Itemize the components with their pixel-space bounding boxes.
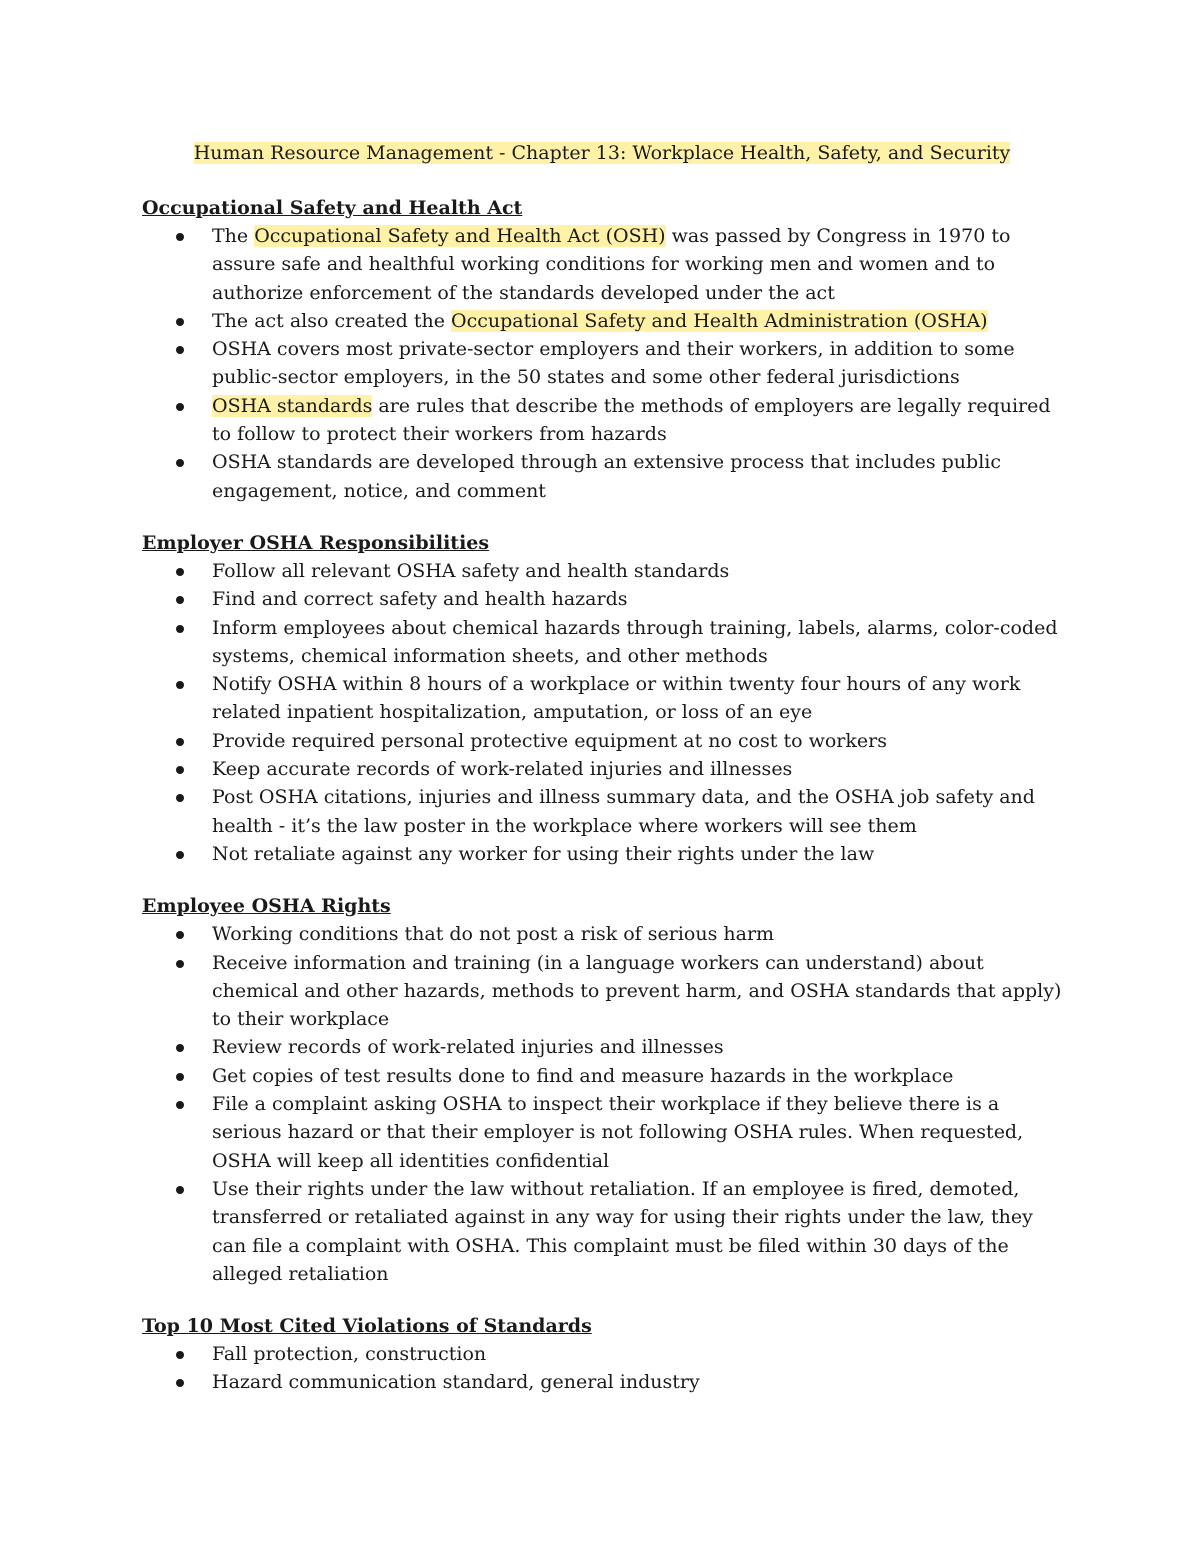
bullet-icon	[176, 1073, 184, 1081]
list-item	[142, 840, 1062, 868]
list-item	[142, 557, 1062, 585]
list-item-text: Notify OSHA within 8 hours of a workplace or within twenty four hours of any work related inpatient hospitalization, amputation, or loss of an eye	[212, 673, 1021, 724]
list-item-text: Receive information and training (in a language workers can understand) about chemical and other hazards, methods to prevent harm, and OSHA standards that apply) to their workplace	[212, 951, 1062, 1031]
list-item	[142, 448, 1062, 505]
list-item	[142, 920, 1062, 948]
list-item-text: are rules that describe the methods of employers are legally required to follow to protect their workers from hazards	[212, 394, 1051, 446]
list-item	[142, 585, 1062, 613]
list-item-text: OSHA covers most private-sector employers and their workers, in addition to some public-sector employers, in the 50 states and some other federal jurisdictions	[212, 338, 1015, 389]
section	[142, 892, 1062, 1288]
list-item-text: Keep accurate records of work-related injuries and illnesses	[212, 758, 793, 781]
section-heading: Top 10 Most Cited Violations of Standards	[142, 1315, 592, 1338]
list-item	[142, 1175, 1062, 1288]
document-title	[142, 138, 1062, 168]
list-item	[142, 1340, 1062, 1368]
section	[142, 1312, 1062, 1397]
bullet-list	[142, 920, 1062, 1288]
list-item	[142, 783, 1062, 840]
bullet-icon	[176, 596, 184, 604]
list-item	[142, 1368, 1062, 1396]
list-item	[142, 670, 1062, 727]
list-item-text: Post OSHA citations, injuries and illness summary data, and the OSHA job safety and health - it’s the law poster in the workplace where workers will see them	[212, 786, 1035, 837]
list-item-text: was passed by Congress in 1970 to assure safe and healthful working conditions for working men and women and to authorize enforcement of the standards developed under the act	[212, 225, 1011, 304]
bullet-icon	[176, 1351, 184, 1359]
bullet-list	[142, 557, 1062, 868]
section	[142, 194, 1062, 505]
list-item	[142, 1062, 1062, 1090]
list-item-text: Inform employees about chemical hazards through training, labels, alarms, color-coded systems, chemical information sheets, and other methods	[212, 616, 1058, 667]
list-item	[142, 949, 1062, 1034]
document-page	[142, 138, 1062, 1421]
list-item-text: Fall protection, construction	[212, 1343, 487, 1366]
bullet-list	[142, 222, 1062, 505]
list-item	[142, 222, 1062, 307]
bullet-icon	[176, 568, 184, 576]
highlighted-text: Occupational Safety and Health Administration (OSHA)	[451, 309, 988, 332]
list-item-text: The act also created the	[212, 309, 452, 332]
list-item	[142, 307, 1062, 335]
bullet-icon	[176, 681, 184, 689]
bullet-icon	[176, 851, 184, 859]
section-heading: Employer OSHA Responsibilities	[142, 531, 490, 554]
section	[142, 529, 1062, 868]
list-item-text: Follow all relevant OSHA safety and health standards	[212, 559, 730, 582]
bullet-icon	[176, 346, 184, 354]
highlighted-text: Occupational Safety and Health Act (OSH)	[254, 225, 666, 247]
list-item-text: Working conditions that do not post a risk of serious harm	[212, 923, 775, 946]
document-title-text: Human Resource Management - Chapter 13: Workplace Health, Safety, and Security	[193, 142, 1011, 164]
list-item-text: Provide required personal protective equipment at no cost to workers	[212, 729, 887, 752]
bullet-icon	[176, 931, 184, 939]
bullet-icon	[176, 960, 184, 968]
list-item-text: Hazard communication standard, general industry	[212, 1371, 700, 1394]
list-item	[142, 335, 1062, 392]
sections-container	[142, 194, 1062, 1397]
bullet-icon	[176, 459, 184, 467]
bullet-icon	[176, 403, 184, 411]
section-heading: Occupational Safety and Health Act	[142, 197, 523, 219]
list-item-text: Get copies of test results done to find and measure hazards in the workplace	[212, 1064, 954, 1087]
list-item-text: Find and correct safety and health hazards	[212, 588, 628, 611]
bullet-icon	[176, 1379, 184, 1387]
section-heading: Employee OSHA Rights	[142, 895, 391, 918]
bullet-icon	[176, 1044, 184, 1052]
list-item-text: The	[212, 225, 255, 247]
highlighted-text: OSHA standards	[212, 394, 373, 417]
list-item-text: File a complaint asking OSHA to inspect their workplace if they believe there is a serious hazard or that their employer is not following OSHA rules. When requested, OSHA will keep all identities confidential	[212, 1093, 1024, 1172]
list-item	[142, 392, 1062, 449]
bullet-icon	[176, 625, 184, 633]
list-item-text: Not retaliate against any worker for using their rights under the law	[212, 842, 875, 865]
bullet-icon	[176, 233, 184, 241]
list-item	[142, 755, 1062, 783]
bullet-icon	[176, 1101, 184, 1109]
list-item-text: Review records of work-related injuries and illnesses	[212, 1036, 724, 1059]
bullet-icon	[176, 738, 184, 746]
list-item	[142, 727, 1062, 755]
list-item	[142, 614, 1062, 671]
bullet-list	[142, 1340, 1062, 1397]
bullet-icon	[176, 794, 184, 802]
list-item	[142, 1033, 1062, 1061]
bullet-icon	[176, 318, 184, 326]
list-item	[142, 1090, 1062, 1175]
list-item-text: OSHA standards are developed through an extensive process that includes public engagement, notice, and comment	[212, 451, 1002, 502]
bullet-icon	[176, 766, 184, 774]
list-item-text: Use their rights under the law without retaliation. If an employee is fired, demoted, transferred or retaliated against in any way for using their rights under the law, they can file a complaint with OSHA. This complaint must be filed within 30 days of the alleged retaliation	[212, 1177, 1033, 1285]
bullet-icon	[176, 1186, 184, 1194]
